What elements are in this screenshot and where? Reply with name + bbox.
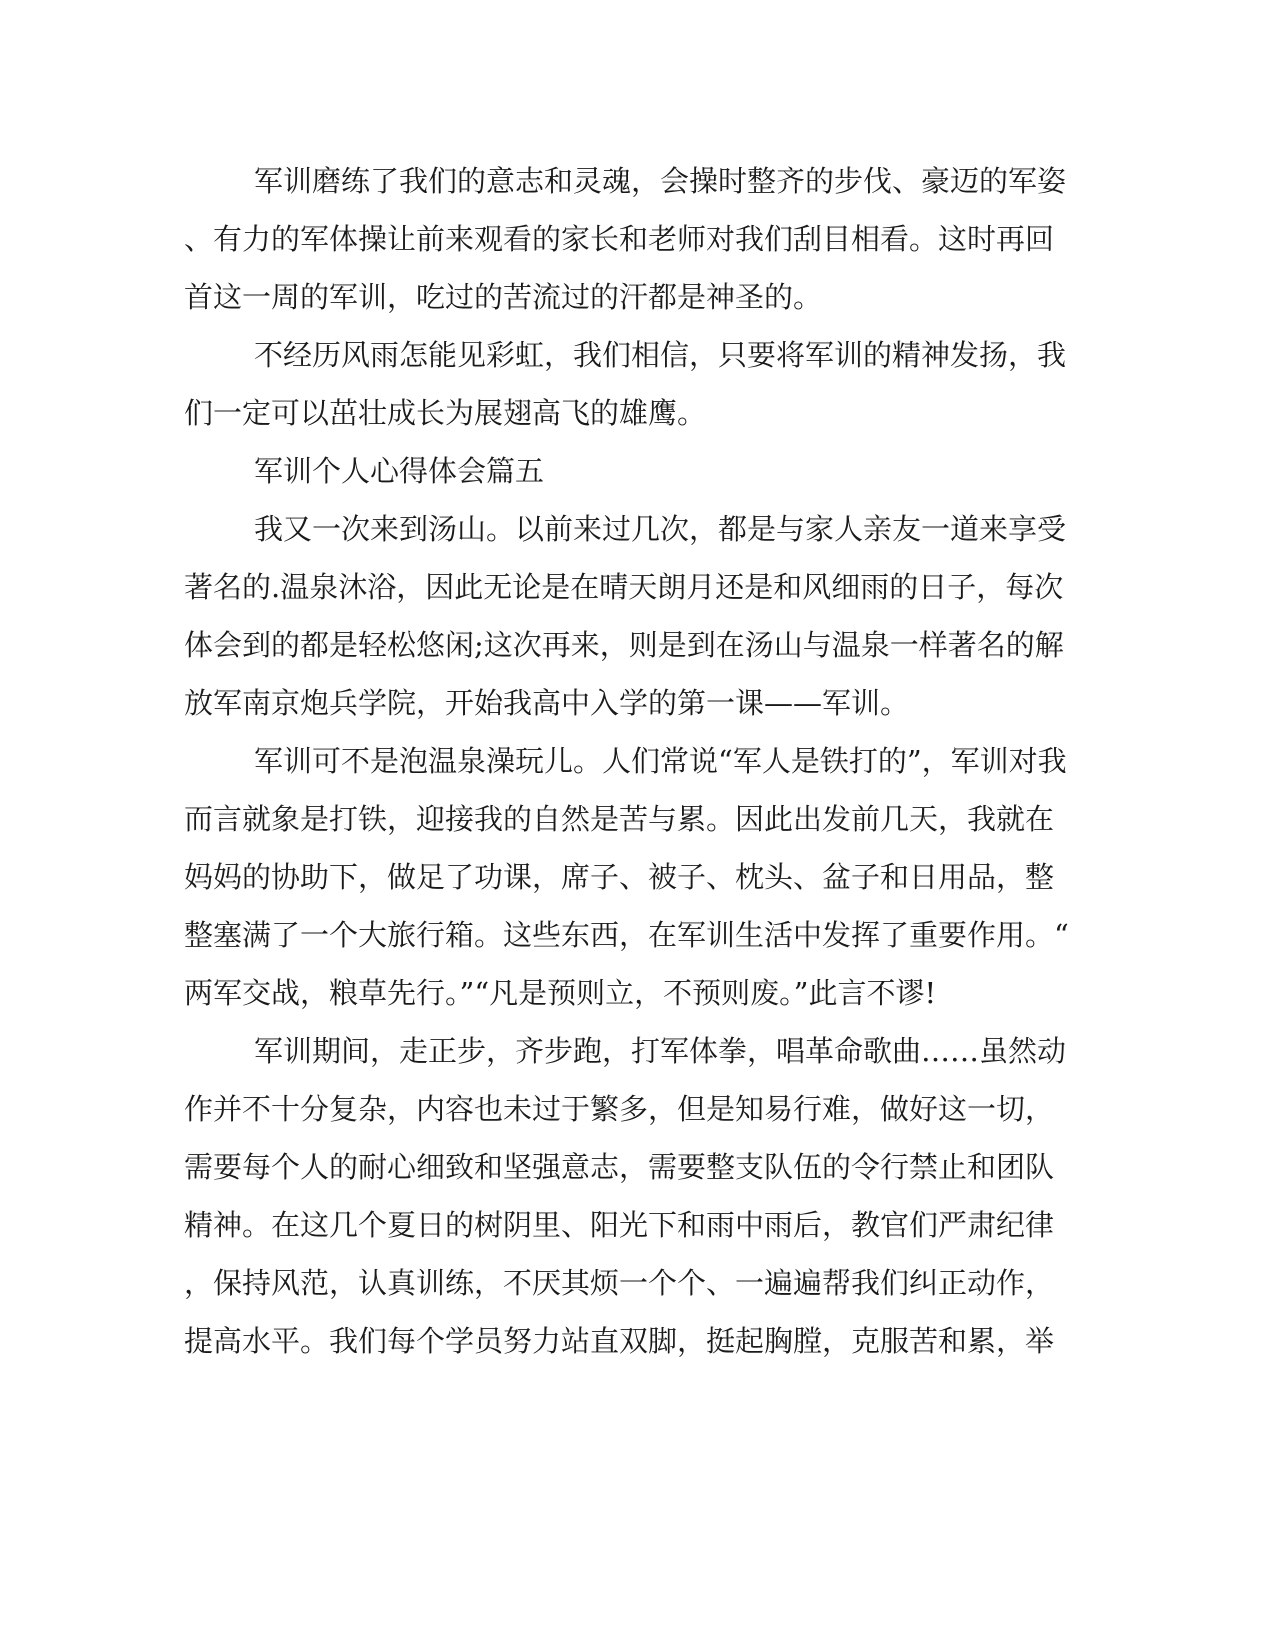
paragraph-line: 首这一周的军训，吃过的苦流过的汗都是神圣的。 — [184, 280, 823, 314]
paragraph-line: 提高水平。我们每个学员努力站直双脚，挺起胸膛，克服苦和累，举 — [184, 1324, 1055, 1358]
paragraph-line: 军训磨练了我们的意志和灵魂，会操时整齐的步伐、豪迈的军姿 — [254, 164, 1067, 198]
paragraph-line: 两军交战，粮草先行。”“凡是预则立，不预则废。”此言不谬! — [184, 976, 937, 1010]
paragraph-line: 体会到的都是轻松悠闲;这次再来，则是到在汤山与温泉一样著名的解 — [184, 628, 1064, 662]
paragraph-line: 著名的.温泉沐浴，因此无论是在晴天朗月还是和风细雨的日子，每次 — [184, 570, 1064, 604]
paragraph-line: 需要每个人的耐心细致和坚强意志，需要整支队伍的令行禁止和团队 — [184, 1150, 1055, 1184]
section-heading: 军训个人心得体会篇五 — [254, 454, 545, 488]
paragraph-line: 放军南京炮兵学院，开始我高中入学的第一课——军训。 — [184, 686, 910, 720]
paragraph-line: 军训可不是泡温泉澡玩儿。人们常说“军人是铁打的”，军训对我 — [254, 744, 1067, 778]
paragraph-line: 军训期间，走正步，齐步跑，打军体拳，唱革命歌曲……虽然动 — [254, 1034, 1067, 1068]
paragraph-line: 、有力的军体操让前来观看的家长和老师对我们刮目相看。这时再回 — [184, 222, 1055, 256]
paragraph-line: 我又一次来到汤山。以前来过几次，都是与家人亲友一道来享受 — [254, 512, 1067, 546]
paragraph-line: 而言就象是打铁，迎接我的自然是苦与累。因此出发前几天，我就在 — [184, 802, 1055, 836]
paragraph-line: 精神。在这几个夏日的树阴里、阳光下和雨中雨后，教官们严肃纪律 — [184, 1208, 1055, 1242]
paragraph-line: 作并不十分复杂，内容也未过于繁多，但是知易行难，做好这一切， — [184, 1092, 1055, 1126]
paragraph-line: 们一定可以茁壮成长为展翅高飞的雄鹰。 — [184, 396, 707, 430]
paragraph-line: 整塞满了一个大旅行箱。这些东西，在军训生活中发挥了重要作用。“ — [184, 918, 1069, 952]
paragraph-line: 妈妈的协助下，做足了功课，席子、被子、枕头、盆子和日用品，整 — [184, 860, 1055, 894]
paragraph-line: ，保持风范，认真训练，不厌其烦一个个、一遍遍帮我们纠正动作， — [184, 1266, 1055, 1300]
paragraph-line: 不经历风雨怎能见彩虹，我们相信，只要将军训的精神发扬，我 — [254, 338, 1067, 372]
